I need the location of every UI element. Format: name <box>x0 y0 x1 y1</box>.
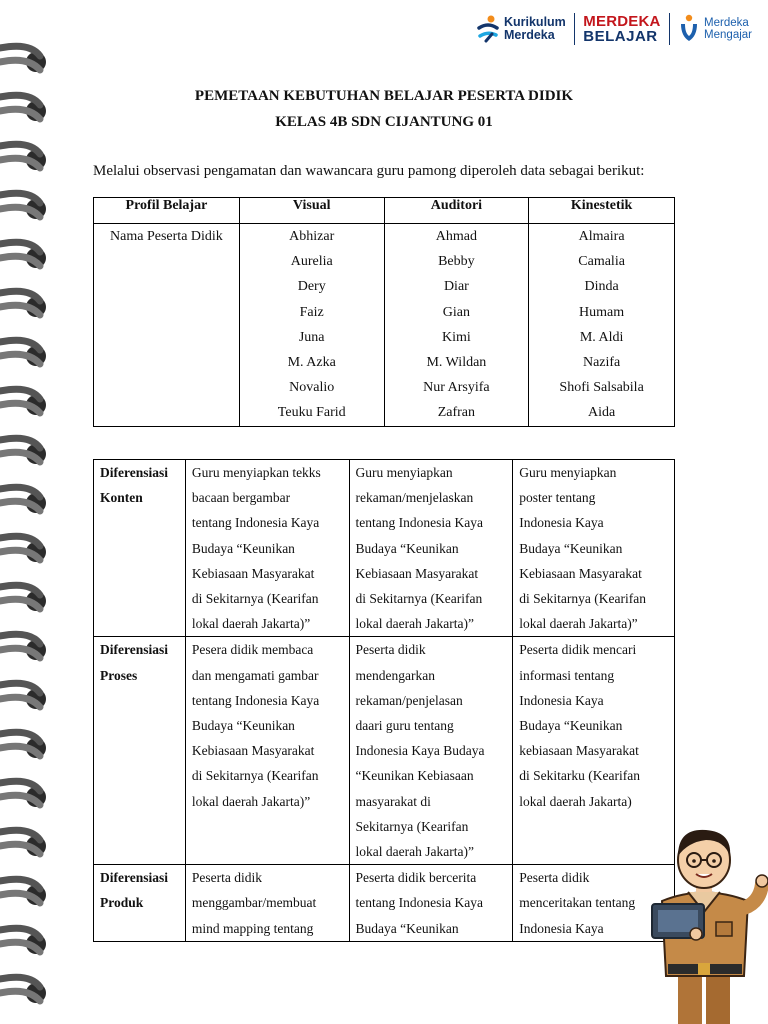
table-row <box>94 865 675 942</box>
cell-text-line: Budaya “Keunikan <box>355 920 459 936</box>
student-name: Juna <box>298 329 325 345</box>
cell-text-line: kebiasaan Masyarakat <box>519 743 639 759</box>
student-name: Dinda <box>584 279 619 295</box>
cell-text-line: Guru menyiapkan <box>519 465 617 480</box>
cell-text-line: Budaya “Keunikan <box>519 718 623 734</box>
spiral-binding <box>0 0 60 1024</box>
header-profil-belajar: Profil Belajar <box>94 198 240 224</box>
spiral-ring <box>0 781 46 807</box>
cell-text-line: tentang Indonesia Kaya <box>355 895 483 911</box>
spiral-ring <box>0 487 46 513</box>
cell-text-line: tentang Indonesia Kaya <box>191 515 320 531</box>
header-auditori: Auditori <box>384 198 529 224</box>
student-name: Nazifa <box>582 354 621 370</box>
kurikulum-logo-line1: Kurikulum <box>503 15 566 29</box>
cell-text-line: bacaan bergambar <box>191 490 291 506</box>
cell-text-line: Peserta didik <box>519 870 590 886</box>
merdeka-mengajar-icon <box>678 14 700 44</box>
student-name: Diar <box>443 279 469 295</box>
differentiation-label: Diferensiasi <box>100 870 168 886</box>
cell-text-line: Budaya “Keunikan <box>191 540 295 556</box>
student-name: Shofi Salsabila <box>559 380 644 396</box>
cell-text-line: Guru menyiapkan tekks <box>191 465 321 480</box>
cell-text-line: masyarakat di <box>355 793 431 809</box>
cell-text-line: Pesera didik membaca <box>191 642 314 658</box>
table-row <box>94 460 675 637</box>
differentiation-cell <box>349 865 513 942</box>
kinestetik-students-cell <box>529 224 675 427</box>
cell-text-line: Indonesia Kaya <box>519 920 604 936</box>
header-kinestetik: Kinestetik <box>529 198 675 224</box>
student-name: M. Wildan <box>426 354 487 370</box>
cell-text-line: Indonesia Kaya <box>519 515 604 531</box>
cell-text-line: lokal daerah Jakarta)” <box>355 616 474 632</box>
merdeka-belajar-logo <box>583 14 660 44</box>
table-header-row <box>94 198 675 224</box>
spiral-ring <box>0 928 46 954</box>
student-name: Camalia <box>578 254 625 270</box>
spiral-ring <box>0 977 46 1003</box>
spiral-ring <box>0 438 46 464</box>
differentiation-cell <box>349 460 513 637</box>
cell-text-line: informasi tentang <box>519 667 615 683</box>
cell-text-line: Peserta didik <box>355 642 426 658</box>
differentiation-cell <box>185 460 349 637</box>
cell-text-line: rekaman/penjelasan <box>355 692 463 708</box>
kurikulum-logo-line2: Merdeka <box>503 28 555 42</box>
cell-text-line: Guru menyiapkan <box>355 465 453 480</box>
merdeka-belajar-line2: BELAJAR <box>583 28 658 45</box>
spiral-ring <box>0 830 46 856</box>
spiral-ring <box>0 193 46 219</box>
cell-text-line: di Sekitarku (Kearifan <box>519 768 640 784</box>
differentiation-label: Proses <box>100 667 138 683</box>
kurikulum-merdeka-icon <box>476 14 500 44</box>
merdeka-mengajar-line2: Mengajar <box>704 29 752 41</box>
cell-text-line: mind mapping tentang <box>191 920 314 936</box>
cell-text-line: Peserta didik mencari <box>519 642 637 658</box>
row-label-cell <box>94 224 240 427</box>
header-logos <box>476 10 752 48</box>
learning-profile-table <box>93 197 675 427</box>
row-label: Nama Peserta Didik <box>110 229 223 244</box>
student-name: Kimi <box>441 329 471 345</box>
cell-text-line: “Keunikan Kebiasaan <box>355 768 474 784</box>
cell-text-line: Budaya “Keunikan <box>519 540 623 556</box>
student-name: Abhizar <box>289 229 335 244</box>
differentiation-label: Diferensiasi <box>100 465 168 480</box>
student-name: Teuku Farid <box>277 405 346 421</box>
differentiation-label: Konten <box>100 490 143 506</box>
differentiation-cell <box>513 460 675 637</box>
spiral-ring <box>0 46 46 72</box>
student-name: Humam <box>579 304 625 320</box>
spiral-ring <box>0 144 46 170</box>
document-subtitle: KELAS 4B SDN CIJANTUNG 01 <box>275 114 493 130</box>
cell-text-line: lokal daerah Jakarta)” <box>355 844 474 860</box>
spiral-ring <box>0 634 46 660</box>
student-name: M. Azka <box>287 354 336 370</box>
logo-divider <box>669 13 671 45</box>
cell-text-line: Kebiasaan Masyarakat <box>355 565 479 581</box>
differentiation-cell <box>349 637 513 865</box>
spiral-ring <box>0 732 46 758</box>
header-visual: Visual <box>239 198 384 224</box>
cell-text-line: poster tentang <box>519 490 596 506</box>
cell-text-line: lokal daerah Jakarta) <box>519 793 632 809</box>
cell-text-line: tentang Indonesia Kaya <box>191 692 320 708</box>
spiral-ring <box>0 389 46 415</box>
kurikulum-merdeka-logo <box>476 14 566 44</box>
cell-text-line: Peserta didik <box>191 870 262 886</box>
cell-text-line: Peserta didik bercerita <box>355 870 477 886</box>
cell-text-line: Indonesia Kaya <box>519 692 604 708</box>
differentiation-label-cell <box>94 637 186 865</box>
student-name: Zafran <box>437 405 476 421</box>
cell-text-line: menceritakan tentang <box>519 895 636 911</box>
spiral-ring <box>0 536 46 562</box>
student-name: Gian <box>442 304 470 320</box>
auditori-students-cell <box>384 224 529 427</box>
cell-text-line: Kebiasaan Masyarakat <box>519 565 642 581</box>
cell-text-line: mendengarkan <box>355 667 436 683</box>
differentiation-cell <box>185 637 349 865</box>
spiral-ring <box>0 340 46 366</box>
spiral-ring <box>0 585 46 611</box>
cell-text-line: Budaya “Keunikan <box>355 540 459 556</box>
cell-text-line: Indonesia Kaya Budaya <box>355 743 485 759</box>
table-row <box>94 637 675 865</box>
logo-divider <box>574 13 576 45</box>
student-name: Faiz <box>299 304 324 320</box>
merdeka-mengajar-line1: Merdeka <box>704 17 749 29</box>
cell-text-line: di Sekitarnya (Kearifan <box>355 591 483 607</box>
cell-text-line: menggambar/membuat <box>191 895 317 911</box>
student-name: Aurelia <box>290 254 333 270</box>
teacher-illustration <box>644 826 768 1024</box>
student-name: Dery <box>297 279 326 295</box>
differentiation-label-cell <box>94 460 186 637</box>
student-name: Bebby <box>438 254 475 270</box>
differentiation-table <box>93 459 675 942</box>
student-name: M. Aldi <box>579 329 624 345</box>
student-name: Aida <box>588 405 616 421</box>
differentiation-label-cell <box>94 865 186 942</box>
cell-text-line: rekaman/menjelaskan <box>355 490 474 506</box>
cell-text-line: Budaya “Keunikan <box>191 718 295 734</box>
spiral-ring <box>0 291 46 317</box>
cell-text-line: daari guru tentang <box>355 718 454 734</box>
merdeka-belajar-line1: MERDEKA <box>583 13 661 30</box>
student-name: Novalio <box>289 380 335 396</box>
cell-text-line: di Sekitarnya (Kearifan <box>519 591 646 607</box>
differentiation-cell <box>185 865 349 942</box>
spiral-ring <box>0 242 46 268</box>
cell-text-line: tentang Indonesia Kaya <box>355 515 483 531</box>
merdeka-mengajar-logo <box>678 14 752 44</box>
visual-students-cell <box>239 224 384 427</box>
cell-text-line: di Sekitarnya (Kearifan <box>191 591 319 607</box>
differentiation-label: Produk <box>100 895 144 911</box>
cell-text-line: Kebiasaan Masyarakat <box>191 565 315 581</box>
cell-text-line: Kebiasaan Masyarakat <box>191 743 315 759</box>
intro-paragraph: Melalui observasi pengamatan dan wawancara guru pamong diperoleh data sebagai berikut: <box>93 163 645 179</box>
student-name: Ahmad <box>435 229 477 244</box>
cell-text-line: lokal daerah Jakarta)” <box>191 793 311 809</box>
cell-text-line: di Sekitarnya (Kearifan <box>191 768 319 784</box>
student-name: Almaira <box>578 229 625 244</box>
cell-text-line: dan mengamati gambar <box>191 667 319 683</box>
cell-text-line: lokal daerah Jakarta)” <box>519 616 638 632</box>
table-row <box>94 224 675 427</box>
student-name: Nur Arsyifa <box>423 380 490 396</box>
spiral-ring <box>0 879 46 905</box>
cell-text-line: lokal daerah Jakarta)” <box>191 616 311 632</box>
differentiation-label: Diferensiasi <box>100 642 168 658</box>
cell-text-line: Sekitarnya (Kearifan <box>355 818 469 834</box>
spiral-ring <box>0 683 46 709</box>
document-title: PEMETAAN KEBUTUHAN BELAJAR PESERTA DIDIK <box>194 88 574 104</box>
